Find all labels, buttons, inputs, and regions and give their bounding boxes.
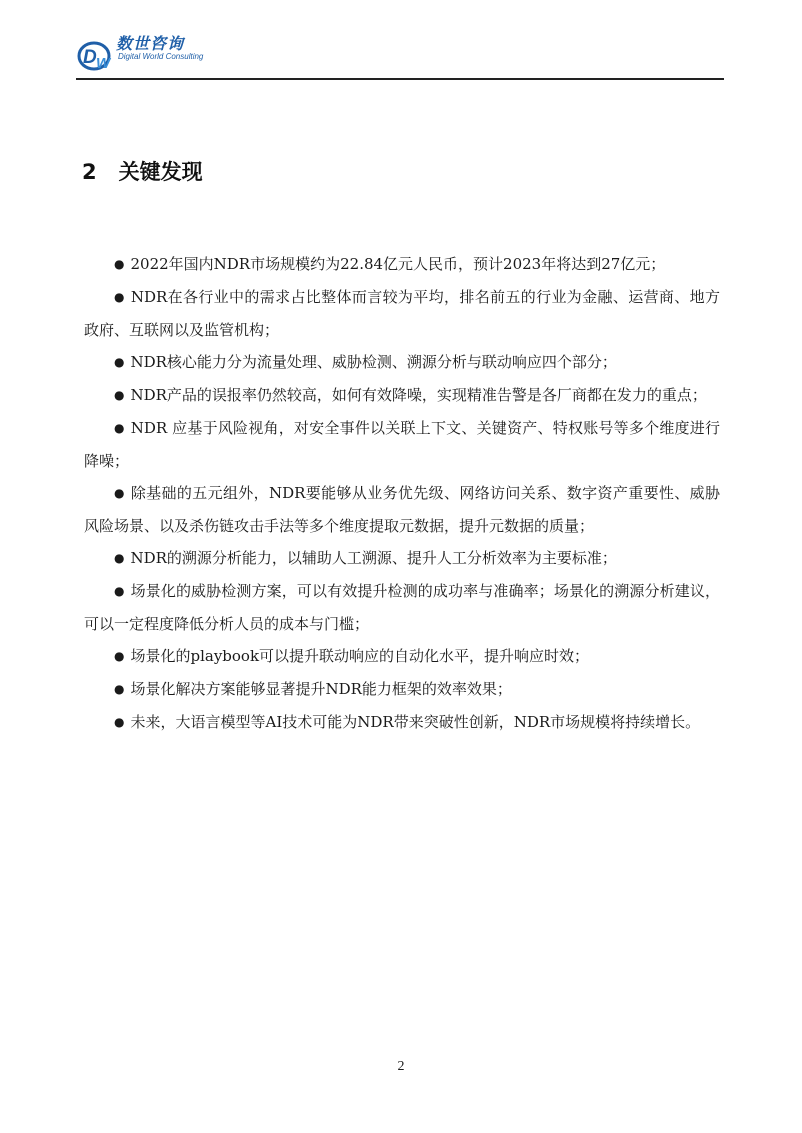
bullet-icon: ● [114,584,125,598]
list-item-text: NDR 应基于风险视角，对安全事件以关联上下文、关键资产、特权账号等多个维度进行降噪； [84,419,720,470]
list-item [84,673,720,706]
bullet-icon: ● [114,421,125,435]
list-item-text: 2022年国内NDR市场规模约为22.84亿元人民币，预计2023年将达到27亿元； [130,255,666,273]
list-item-text: NDR产品的误报率仍然较高，如何有效降噪，实现精准告警是各厂商都在发力的重点； [130,386,707,404]
logo-chinese-name: 数世咨询 [116,34,185,53]
list-item [84,281,720,346]
bullet-icon: ● [114,649,125,663]
list-item [84,706,720,739]
list-item [84,346,720,379]
company-logo [76,28,256,78]
bullet-icon: ● [114,682,125,696]
svg-text:D: D [83,47,97,68]
svg-text:W: W [96,55,111,72]
list-item [84,575,720,640]
logo-english-name: Digital World Consulting [118,52,204,61]
list-item [84,640,720,673]
list-item-text: 场景化解决方案能够显著提升NDR能力框架的效率效果； [130,680,512,698]
bullet-icon: ● [114,290,125,304]
list-item-text: 场景化的威胁检测方案，可以有效提升检测的成功率与准确率；场景化的溯源分析建议，可以一定程度降低分析人员的成本与门槛； [84,582,720,633]
bullet-icon: ● [114,486,125,500]
header-divider [76,78,724,80]
list-item [84,248,720,281]
bullet-icon: ● [114,257,125,271]
list-item-text: 场景化的playbook可以提升联动响应的自动化水平，提升响应时效； [130,647,590,665]
key-findings-list [84,248,720,739]
list-item [84,412,720,477]
list-item-text: NDR核心能力分为流量处理、威胁检测、溯源分析与联动响应四个部分； [130,353,617,371]
list-item-text: NDR在各行业中的需求占比整体而言较为平均，排名前五的行业为金融、运营商、地方政府、互联网以及监管机构； [84,288,720,339]
bullet-icon: ● [114,551,125,565]
section-heading [82,156,203,186]
list-item [84,542,720,575]
bullet-icon: ● [114,388,125,402]
page-header [76,28,726,84]
list-item-text: 未来，大语言模型等AI技术可能为NDR带来突破性创新，NDR市场规模将持续增长。 [130,713,701,731]
bullet-icon: ● [114,715,125,729]
list-item [84,379,720,412]
section-title: 关键发现 [118,160,203,184]
list-item [84,477,720,542]
page-number: 2 [397,1059,405,1074]
bullet-icon: ● [114,355,125,369]
list-item-text: 除基础的五元组外，NDR要能够从业务优先级、网络访问关系、数字资产重要性、威胁风险场景、以及杀伤链攻击手法等多个维度提取元数据，提升元数据的质量； [84,484,720,535]
list-item-text: NDR的溯源分析能力，以辅助人工溯源、提升人工分析效率为主要标准； [130,549,617,567]
section-number: 2 [82,160,97,184]
dw-logo-icon [76,32,116,74]
